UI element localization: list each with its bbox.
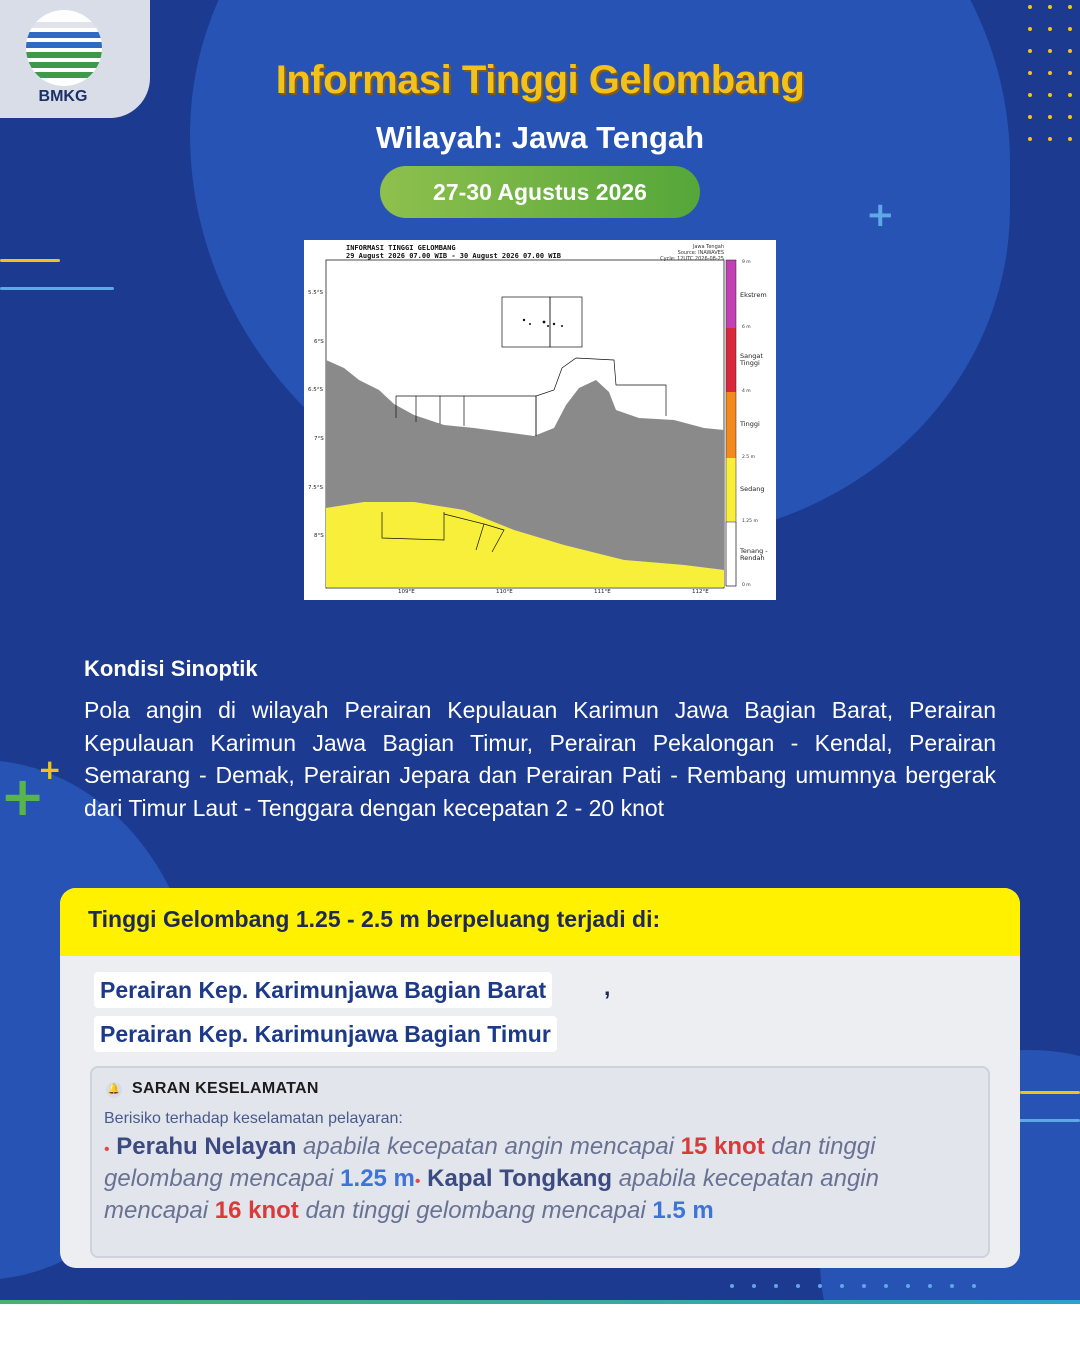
wave-map [304,240,776,600]
lat-label: 8°S [314,533,324,539]
warning-header-text: Tinggi Gelombang 1.25 - 2.5 m berpeluang terjadi di: [88,906,661,932]
lat-label: 5.5°S [308,290,323,296]
logo-text: BMKG [38,88,88,105]
legend-label-sangat-tinggi: Sangat Tinggi [740,352,763,367]
lon-label: 109°E [398,589,415,595]
legend-tick: 9 m [742,260,751,265]
affected-area-chip: Perairan Kep. Karimunjawa Bagian Timur [94,1016,557,1052]
plus-icon: + [0,765,46,828]
safety-body [104,1132,964,1225]
page-title: Informasi Tinggi Gelombang [275,58,805,102]
bell-icon: 🔔 [106,1082,122,1098]
plus-icon: + [38,753,62,786]
decor-dot [1048,5,1052,9]
decor-dot [972,1284,976,1288]
map-meta [660,244,724,262]
wave-map-graphic [304,240,776,600]
decor-line [1020,1091,1080,1094]
plus-icon: + [866,195,895,235]
lon-label: 110°E [496,589,513,595]
map-heading [346,244,561,260]
decor-dot [1068,49,1072,53]
decor-dot [928,1284,932,1288]
wind-threshold: 15 knot [680,1133,765,1160]
safety-text: apabila kecepatan angin mencapai [303,1133,674,1160]
map-meta-region: Jawa Tengah [692,244,724,250]
decor-dot [818,1284,822,1288]
region-subtitle: Wilayah: Jawa Tengah [375,120,705,155]
decor-line [0,287,114,290]
vessel-name: Perahu Nelayan [116,1133,297,1160]
legend-label-ekstrem: Ekstrem [740,291,767,299]
decor-dot [774,1284,778,1288]
decor-dot [1028,49,1032,53]
lat-label: 6°S [314,339,324,345]
safety-title: SARAN KESELAMATAN [132,1080,319,1097]
decor-dot [906,1284,910,1288]
decor-dot [1068,115,1072,119]
lat-label: 7.5°S [308,485,323,491]
wind-threshold: 16 knot [214,1197,299,1224]
decor-dot [840,1284,844,1288]
synopsis-title: Kondisi Sinoptik [84,656,258,681]
area-separator: , [604,974,611,1000]
wave-legend-bar [726,260,736,586]
safety-text: dan tinggi gelombang mencapai [305,1197,646,1224]
decor-dot [752,1284,756,1288]
decor-dot [950,1284,954,1288]
map-heading-period: 29 August 2026 07.00 WIB - 30 August 2026 07.00 WIB [346,252,561,260]
map-meta-source: Source: INAWAVES [677,250,724,256]
decor-dot [1048,115,1052,119]
vessel-name: Kapal Tongkang [427,1165,613,1192]
legend-tick: 2.5 m [742,455,755,460]
decor-line [0,259,60,262]
decor-dot [1048,49,1052,53]
decor-dot [1028,27,1032,31]
decor-dot [730,1284,734,1288]
lat-label: 6.5°S [308,387,323,393]
map-heading-title: INFORMASI TINGGI GELOMBANG [346,244,456,252]
decor-dot [1028,115,1032,119]
decor-dot [1068,27,1072,31]
legend-label-tinggi: Tinggi [740,420,760,428]
safety-subtitle: Berisiko terhadap keselamatan pelayaran: [104,1110,403,1127]
legend-tick: 4 m [742,389,751,394]
legend-tick: 1.25 m [742,519,758,524]
decor-dot [1048,27,1052,31]
wave-warning-card [60,888,1020,1268]
legend-tick: 6 m [742,325,751,330]
bullet: • [414,1173,421,1190]
lon-label: 112°E [692,589,709,595]
legend-label-sedang: Sedang [740,485,765,493]
decor-dot [862,1284,866,1288]
synopsis-text: Pola angin di wilayah Perairan Kepulauan Karimun Jawa Bagian Barat, Perairan Kepulauan Karimun Jawa Bagian Timur, Perairan Pekalongan - Kendal, Perairan Semarang - Demak, Perairan Jepara dan Perairan Pati - Rembang umumnya bergerak dari Timur Laut - Tenggara dengan kecepatan 2 - 20 knot [84,697,996,821]
date-badge: 27-30 Agustus 2026 [380,166,700,218]
decor-dot [1068,5,1072,9]
map-meta-cycle: Cycle: 12UTC 2026-08-25 [660,256,724,262]
decor-dot [1028,5,1032,9]
bottom-accent-bar [0,1300,1080,1304]
warning-card-header [60,888,1020,956]
decor-dot [884,1284,888,1288]
safety-text: dan tinggi gelombang mencapai [104,1133,876,1192]
wave-threshold: 1.5 m [652,1197,714,1224]
bullet: • [104,1141,110,1158]
safety-text: apabila kecepatan angin mencapai [104,1165,879,1224]
safety-advice-box [90,1066,990,1258]
wave-threshold: 1.25 m [340,1165,415,1192]
lon-label: 111°E [594,589,611,595]
lat-label: 7°S [314,436,324,442]
legend-tick: 0 m [742,583,751,588]
decor-dot [796,1284,800,1288]
affected-area-chip: Perairan Kep. Karimunjawa Bagian Barat [94,972,552,1008]
legend-label-tenang: Tenang - Rendah [740,547,768,562]
